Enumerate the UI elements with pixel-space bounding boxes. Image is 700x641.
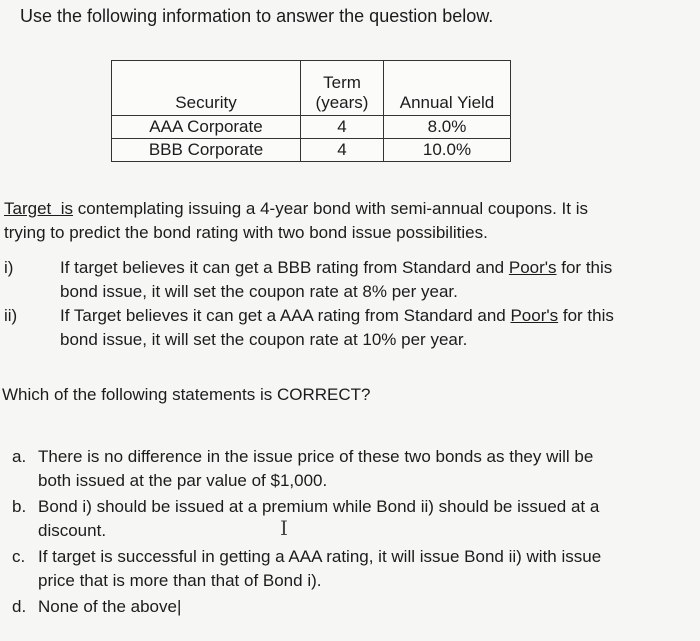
target-word: Target is: [4, 199, 73, 218]
table-row: [112, 139, 511, 162]
cell-security: BBB Corporate: [112, 139, 301, 162]
instruction-text: Use the following information to answer the question below.: [20, 6, 494, 26]
condition-i-line2: bond issue, it will set the coupon rate at 8% per year.: [60, 282, 458, 301]
option-d-line1[interactable]: None of the above|: [38, 597, 182, 616]
cell-security: AAA Corporate: [112, 116, 301, 139]
condition-i-line1: If target believes it can get a BBB rating from Standard and Poor's for this: [60, 258, 613, 277]
option-a-letter[interactable]: a.: [12, 447, 27, 466]
header-security: Security: [112, 61, 301, 116]
option-d-letter[interactable]: d.: [12, 597, 27, 616]
option-b-letter[interactable]: b.: [12, 497, 27, 516]
option-a-line2[interactable]: both issued at the par value of $1,000.: [38, 471, 328, 490]
header-term: Term (years): [301, 61, 384, 116]
scenario-paragraph-line1: Target is contemplating issuing a 4-year bond with semi-annual coupons. It is: [4, 199, 588, 218]
cell-yield: 10.0%: [384, 139, 511, 162]
condition-numeral-ii: ii): [4, 306, 18, 325]
option-b-line1[interactable]: Bond i) should be issued at a premium while Bond ii) should be issued at a: [38, 497, 600, 516]
header-annual-yield: Annual Yield: [384, 61, 511, 116]
condition-ii-line2: bond issue, it will set the coupon rate at 10% per year.: [60, 330, 468, 349]
option-a-line1[interactable]: There is no difference in the issue price of these two bonds as they will be: [38, 447, 594, 466]
option-c-line2[interactable]: price that is more than that of Bond i).: [38, 571, 322, 590]
cell-yield: 8.0%: [384, 116, 511, 139]
text-cursor-icon: I: [280, 516, 288, 540]
cell-term: 4: [301, 116, 384, 139]
option-b-line2[interactable]: discount.: [38, 521, 107, 540]
scenario-paragraph-line2: trying to predict the bond rating with two bond issue possibilities.: [4, 223, 488, 242]
condition-ii-line1: If Target believes it can get a AAA rating from Standard and Poor's for this: [60, 306, 614, 325]
table-row: [112, 116, 511, 139]
question-text: Which of the following statements is CORRECT?: [2, 385, 371, 404]
condition-numeral-i: i): [4, 258, 14, 277]
option-c-line1[interactable]: If target is successful in getting a AAA rating, it will issue Bond ii) with issue: [38, 547, 602, 566]
cell-term: 4: [301, 139, 384, 162]
option-c-letter[interactable]: c.: [12, 547, 26, 566]
security-table: [111, 60, 511, 162]
